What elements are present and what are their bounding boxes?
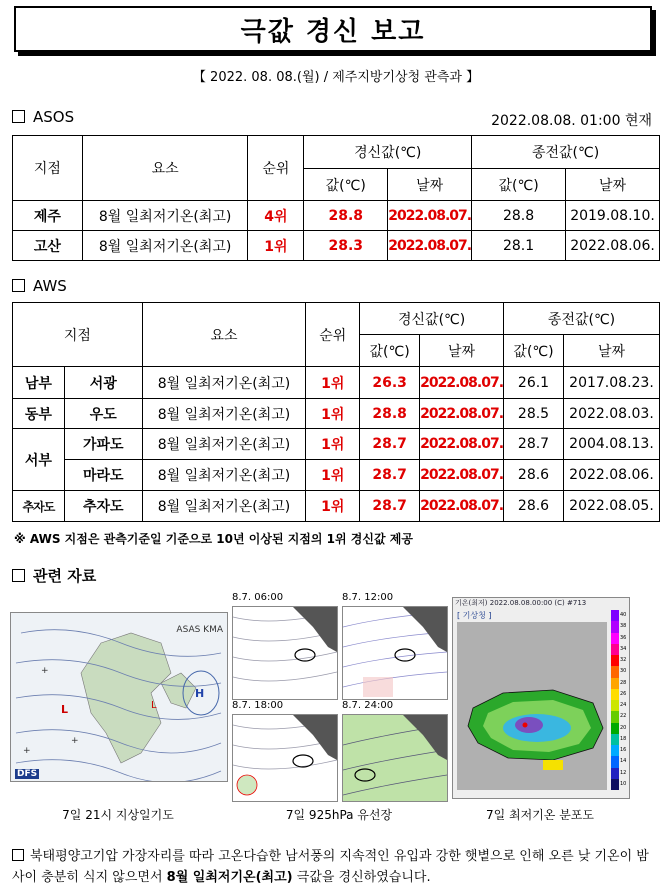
streamline-graphic	[233, 607, 337, 699]
header-prev-value: 종전값(℃)	[504, 303, 660, 335]
checkbox-icon	[12, 279, 25, 292]
header-value: 값(℃)	[472, 169, 566, 201]
color-scale-labels: 40 38 36 34 32 30 28 26 24 22 20 18 16 14 12 10	[620, 612, 627, 787]
svg-text:L: L	[61, 703, 69, 716]
fig1-caption: 7일 21시 지상일기도	[62, 808, 174, 822]
table-row: 고산 8월 일최저기온(최고) 1위 28.3 2022.08.07. 28.1 2022.08.06.	[13, 231, 660, 261]
header-new-value: 경신값(℃)	[304, 136, 472, 169]
header-prev-value: 종전값(℃)	[472, 136, 660, 169]
checkbox-icon	[12, 849, 24, 861]
svg-text:+: +	[41, 666, 49, 676]
related-section-heading: 관련 자료	[12, 565, 96, 586]
min-temp-map-graphic	[453, 598, 629, 798]
streamline-panel-2400	[342, 714, 448, 802]
svg-text:H: H	[195, 687, 205, 700]
streamline-panel-1800	[232, 714, 338, 802]
table-row: 마라도 8월 일최저기온(최고) 1위 28.7 2022.08.07. 28.6 2022.08.06.	[13, 460, 660, 491]
surface-weather-map	[10, 612, 228, 782]
kma-tag: [ 기상청 ]	[457, 611, 492, 620]
streamline-panel-1200	[342, 606, 448, 700]
asos-section-heading: ASOS	[12, 108, 74, 126]
dfs-label: DFS	[17, 769, 38, 779]
table-row: 동부 우도 8월 일최저기온(최고) 1위 28.8 2022.08.07. 28.5 2022.08.03.	[13, 399, 660, 429]
aws-section-heading: AWS	[12, 277, 67, 295]
header-rank: 순위	[306, 303, 360, 367]
panel-time-label: 8.7. 24:00	[342, 700, 394, 711]
map-header: 기온(최저) 2022.08.08.00:00 (C) #713	[455, 599, 587, 607]
surface-weather-map-graphic	[11, 613, 227, 781]
header-station: 지점	[13, 136, 83, 201]
header-element: 요소	[82, 136, 248, 201]
header-station: 지점	[13, 303, 143, 367]
table-row: 제주 8월 일최저기온(최고) 4위 28.8 2022.08.07. 28.8 2019.08.10.	[13, 201, 660, 231]
checkbox-icon	[12, 110, 25, 123]
fig3-caption: 7일 최저기온 분포도	[485, 808, 594, 822]
report-title: 극값 경신 보고	[14, 6, 652, 52]
table-row: 남부 서광 8월 일최저기온(최고) 1위 26.3 2022.08.07. 26.1 2017.08.23.	[13, 367, 660, 399]
header-new-value: 경신값(℃)	[360, 303, 504, 335]
header-value: 값(℃)	[360, 335, 420, 367]
header-date: 날짜	[388, 169, 472, 201]
min-temp-distribution-map	[452, 597, 630, 799]
table-row: 서부 가파도 8월 일최저기온(최고) 1위 28.7 2022.08.07. 28.7 2004.08.13.	[13, 429, 660, 460]
summary-paragraph: 북태평양고기압 가장자리를 따라 고온다습한 남서풍의 지속적인 유입과 강한 햇볕으로 인해 오른 낮 기온이 밤 사이 충분히 식지 않으면서 8월 일최저기온(최고) 극값을 경신하였습니다.	[12, 849, 649, 885]
streamline-graphic	[233, 715, 337, 801]
streamline-graphic	[343, 607, 447, 699]
streamline-panel-0600	[232, 606, 338, 700]
report-dateline: 【 2022. 08. 08.(월) / 제주지방기상청 관측과 】	[192, 70, 480, 85]
aws-note: ※ AWS 지점은 관측기준일 기준으로 10년 이상된 지점의 1위 경신값 제공	[14, 532, 413, 546]
kma-brand-label: ASAS KMA	[176, 625, 223, 635]
svg-text:+: +	[71, 736, 79, 746]
panel-time-label: 8.7. 18:00	[232, 700, 284, 711]
aws-table	[12, 302, 660, 522]
header-date: 날짜	[565, 169, 659, 201]
header-date: 날짜	[420, 335, 504, 367]
header-date: 날짜	[563, 335, 659, 367]
svg-text:L: L	[151, 700, 157, 711]
checkbox-icon	[12, 569, 25, 582]
fig2-caption: 7일 925hPa 유선장	[285, 808, 393, 822]
panel-time-label: 8.7. 12:00	[342, 592, 394, 603]
header-element: 요소	[142, 303, 306, 367]
header-rank: 순위	[248, 136, 304, 201]
header-value: 값(℃)	[504, 335, 564, 367]
color-scale-bar	[611, 610, 619, 790]
asos-as-of: 2022.08.08. 01:00 현재	[491, 113, 652, 129]
table-row: 추자도 추자도 8월 일최저기온(최고) 1위 28.7 2022.08.07. 28.6 2022.08.05.	[13, 491, 660, 522]
streamline-graphic	[343, 715, 447, 801]
asos-table	[12, 135, 660, 261]
header-value: 값(℃)	[304, 169, 388, 201]
svg-text:+: +	[23, 746, 31, 756]
panel-time-label: 8.7. 06:00	[232, 592, 284, 603]
